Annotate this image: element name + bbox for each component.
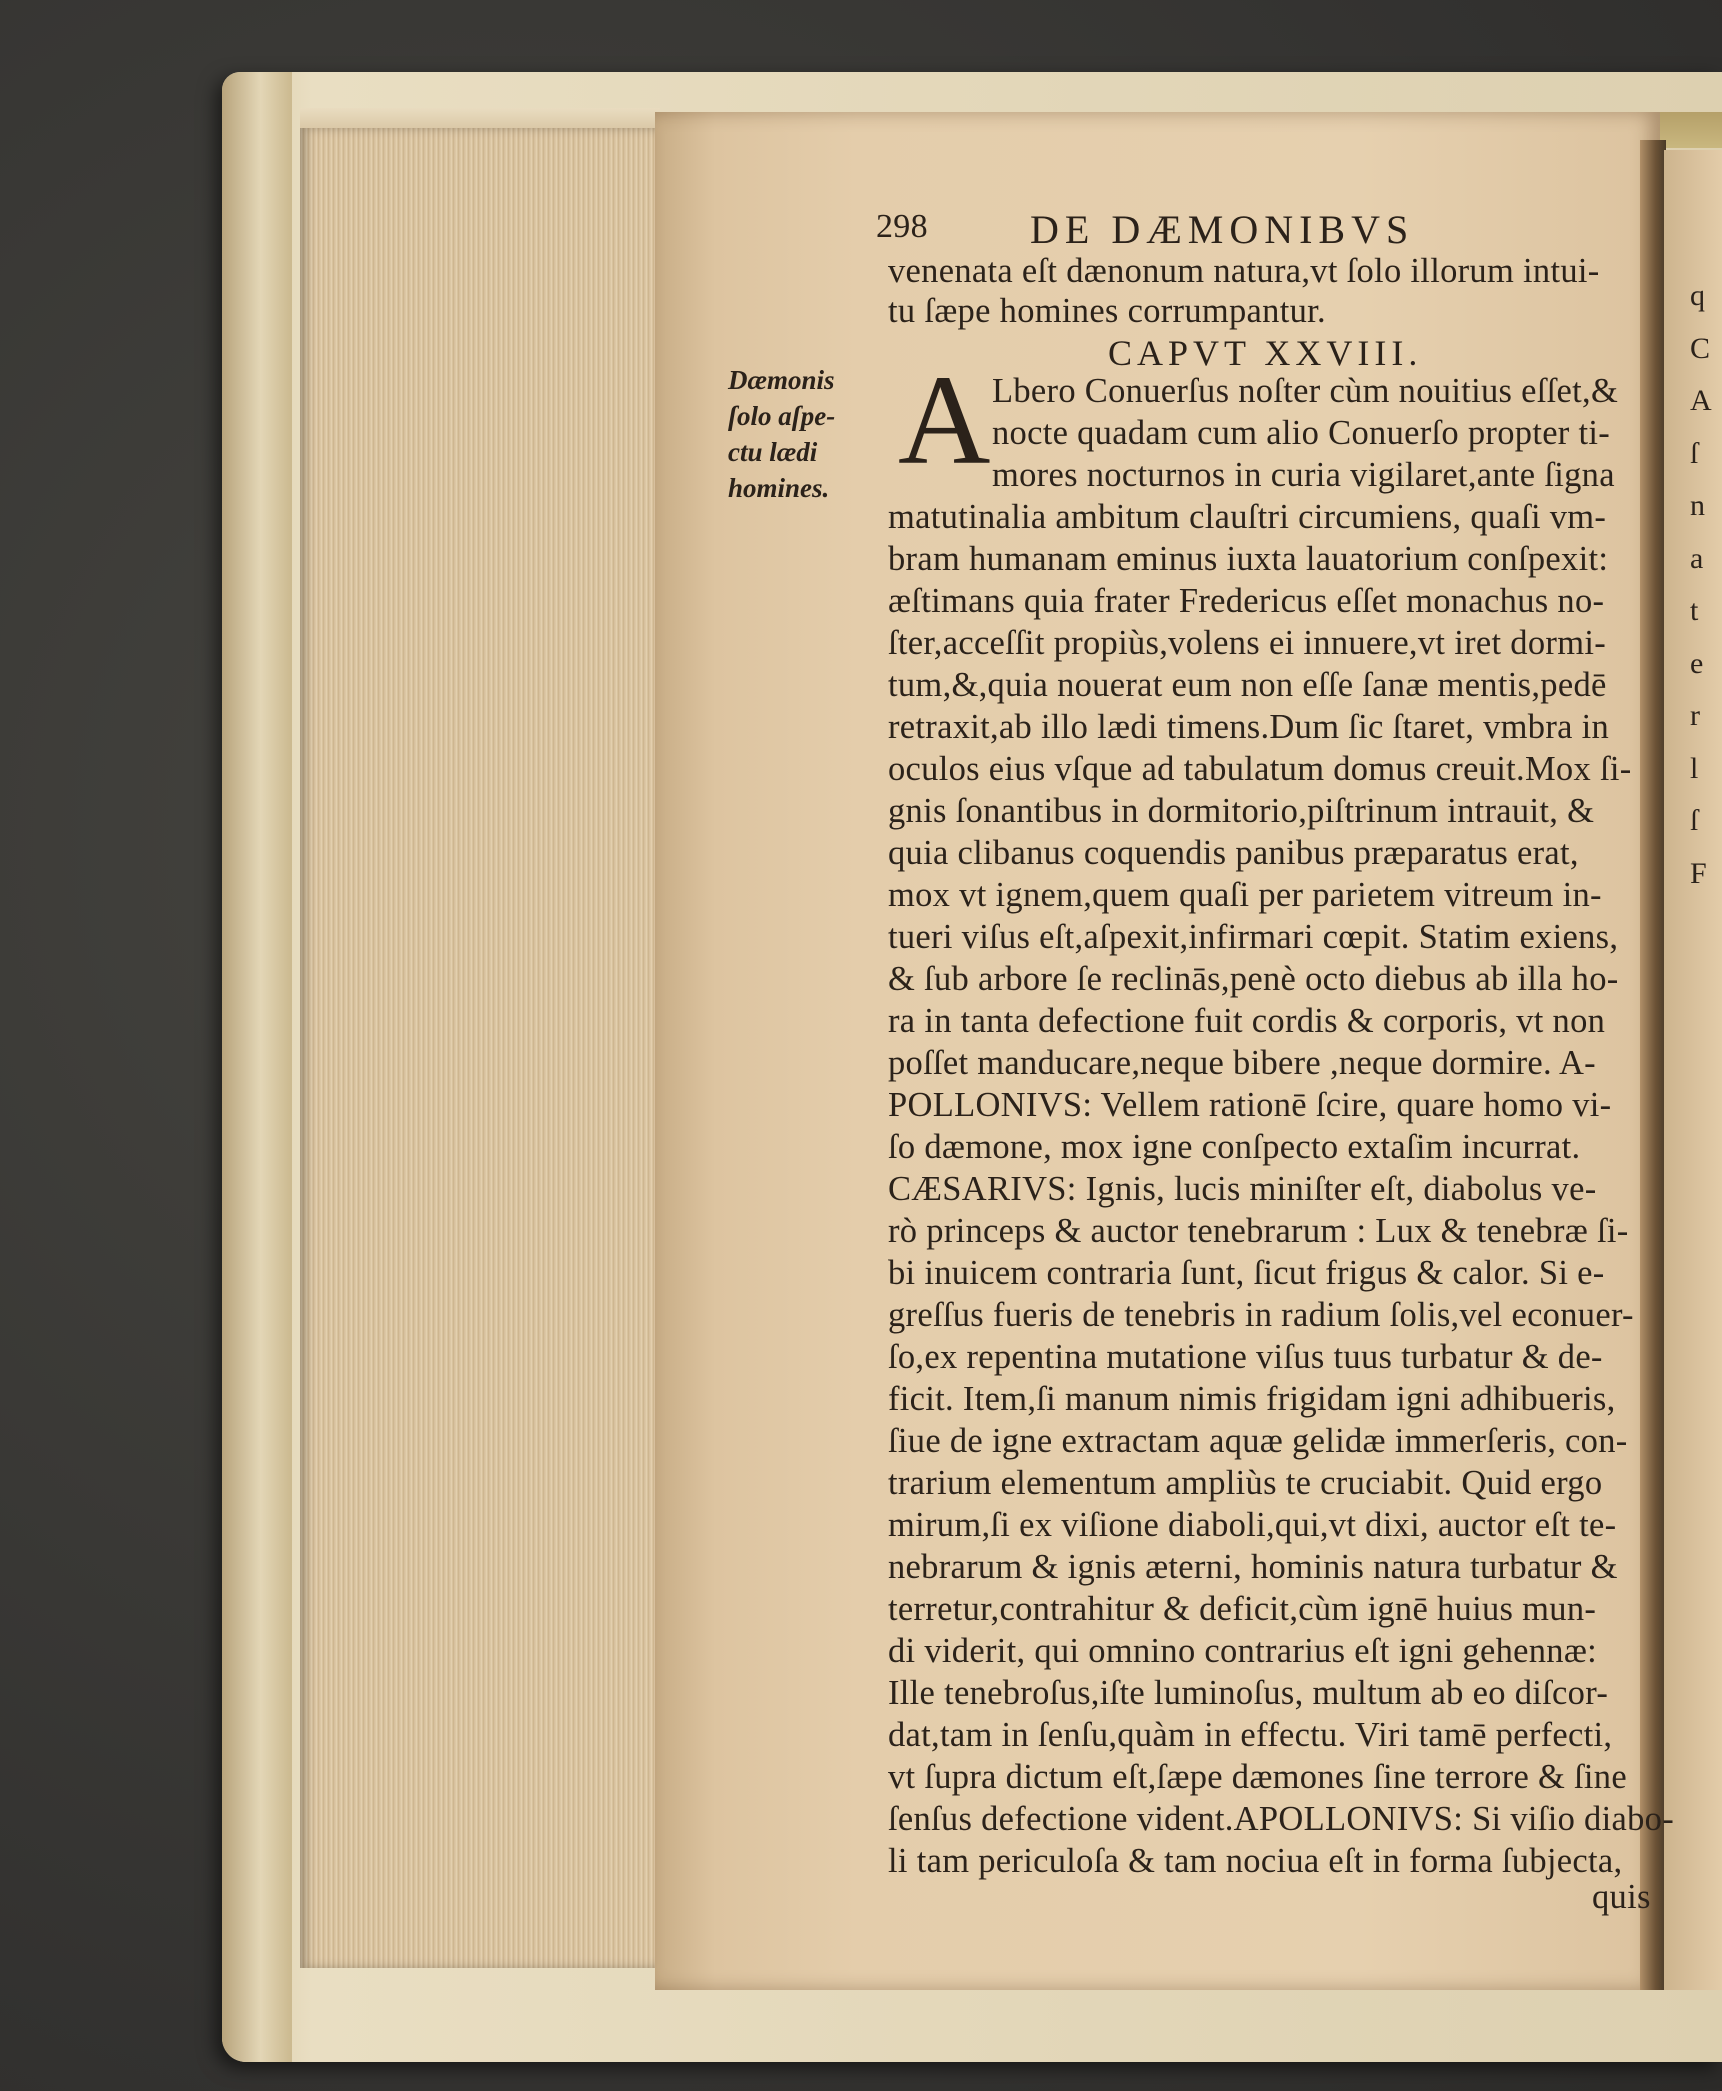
body-line: mirum,ſi ex viſione diaboli,qui,vt dixi, auctor eſt te- <box>888 1506 1617 1544</box>
body-line: vt ſupra dictum eſt,ſæpe dæmones ſine terrore & ſine <box>888 1758 1627 1796</box>
body-line: greſſus fueris de tenebris in radium ſolis,vel econuer- <box>888 1296 1634 1334</box>
body-line: POLLONIVS: Vellem rationē ſcire, quare homo vi- <box>888 1086 1612 1124</box>
body-line: æſtimans quia frater Fredericus eſſet monachus no- <box>888 582 1605 620</box>
margin-note-line: Dæmonis <box>728 365 835 395</box>
margin-note-line: homines. <box>728 473 830 503</box>
body-line: li tam periculoſa & tam nociua eſt in forma ſubjecta, <box>888 1842 1623 1880</box>
body-line: bram humanam eminus iuxta lauatorium conſpexit: <box>888 540 1609 578</box>
body-line: retraxit,ab illo lædi timens.Dum ſic ſtaret, vmbra in <box>888 708 1610 746</box>
right-page-letter: l <box>1690 751 1699 785</box>
body-line: & ſub arbore ſe reclinās,penè octo diebus ab illa ho- <box>888 960 1619 998</box>
right-page-letter: a <box>1690 541 1704 575</box>
body-line: quia clibanus coquendis panibus præparatus erat, <box>888 834 1579 872</box>
body-line: gnis ſonantibus in dormitorio,piſtrinum intrauit, & <box>888 792 1595 830</box>
body-line: mox vt ignem,quem quaſi per parietem vitreum in- <box>888 876 1602 914</box>
body-line: trarium elementum ampliùs te cruciabit. Quid ergo <box>888 1464 1603 1502</box>
drop-capital: A <box>898 349 991 491</box>
body-line: tueri viſus eſt,aſpexit,infirmari cœpit. Statim exiens, <box>888 918 1619 956</box>
body-line: nocte quadam cum alio Conuerſo propter ti- <box>992 414 1611 452</box>
body-line: ſo,ex repentina mutatione viſus tuus turbatur & de- <box>888 1338 1603 1376</box>
right-page-letter: q <box>1690 279 1705 312</box>
chapter-heading: CAPVT XXVIII. <box>1108 333 1423 373</box>
page-number: 298 <box>876 208 928 245</box>
body-line: bi inuicem contraria ſunt, ſicut frigus & calor. Si e- <box>888 1254 1605 1292</box>
body-line: ſenſus defectione vident.APOLLONIVS: Si viſio diabo- <box>888 1800 1674 1838</box>
gutter-shadow <box>1640 140 1666 1990</box>
right-page-letter: e <box>1690 646 1704 680</box>
right-page-letter: A <box>1690 384 1712 417</box>
body-line: tu ſæpe homines corrumpantur. <box>888 292 1326 330</box>
body-line: CÆSARIVS: Ignis, lucis miniſter eſt, diabolus ve- <box>888 1170 1597 1208</box>
page-block-edges <box>300 128 660 1968</box>
body-line: venenata eſt dænonum natura,vt ſolo illorum intui- <box>888 252 1600 290</box>
body-line: terretur,contrahitur & deficit,cùm ignē huius mun- <box>888 1590 1597 1628</box>
body-line: oculos eius vſque ad tabulatum domus creuit.Mox ſi- <box>888 750 1632 788</box>
margin-note <box>728 362 835 506</box>
body-line: ſter,acceſſit propiùs,volens ei innuere,vt iret dormi- <box>888 624 1607 662</box>
body-line: dat,tam in ſenſu,quàm in effectu. Viri tamē perfecti, <box>888 1716 1613 1754</box>
body-line: rò princeps & auctor tenebrarum : Lux & tenebræ ſi- <box>888 1212 1629 1250</box>
body-line: ſo dæmone, mox igne conſpecto extaſim incurrat. <box>888 1128 1581 1166</box>
body-line: di viderit, qui omnino contrarius eſt igni gehennæ: <box>888 1632 1598 1670</box>
margin-note-line: ſolo aſpe- <box>728 401 836 431</box>
right-page-letter: r <box>1690 699 1700 732</box>
running-head: DE DÆMONIBVS <box>1030 207 1415 252</box>
right-page-fragment <box>1690 270 1712 900</box>
body-line: ra in tanta defectione fuit cordis & corporis, vt non <box>888 1002 1606 1040</box>
catchword: quis <box>1592 1878 1651 1916</box>
body-line: ſiue de igne extractam aquæ gelidæ immerſeris, con- <box>888 1422 1628 1460</box>
right-page-letter: C <box>1690 331 1711 365</box>
book-spine <box>222 72 292 2062</box>
body-line: poſſet manducare,neque bibere ,neque dormire. A- <box>888 1044 1596 1082</box>
right-page-letter: n <box>1690 489 1705 522</box>
right-page-letter: F <box>1690 856 1707 890</box>
body-line: nebrarum & ignis æterni, hominis natura turbatur & <box>888 1548 1618 1586</box>
right-page-letter: ſ <box>1690 804 1699 837</box>
margin-note-line: ctu lædi <box>728 437 818 467</box>
body-line: ficit. Item,ſi manum nimis frigidam igni adhibueris, <box>888 1380 1616 1418</box>
right-page-letter: ſ <box>1690 436 1699 470</box>
body-line: Ille tenebroſus,iſte luminoſus, multum ab eo diſcor- <box>888 1674 1609 1712</box>
body-line: Lbero Conuerſus noſter cùm nouitius eſſet,& <box>992 372 1619 410</box>
body-line: mores nocturnos in curia vigilaret,ante ſigna <box>992 456 1615 494</box>
right-page-letter: t <box>1690 594 1699 627</box>
body-line: tum,&,quia nouerat eum non eſſe ſanæ mentis,pedē <box>888 666 1607 704</box>
body-line: matutinalia ambitum clauſtri circumiens, quaſi vm- <box>888 498 1607 536</box>
